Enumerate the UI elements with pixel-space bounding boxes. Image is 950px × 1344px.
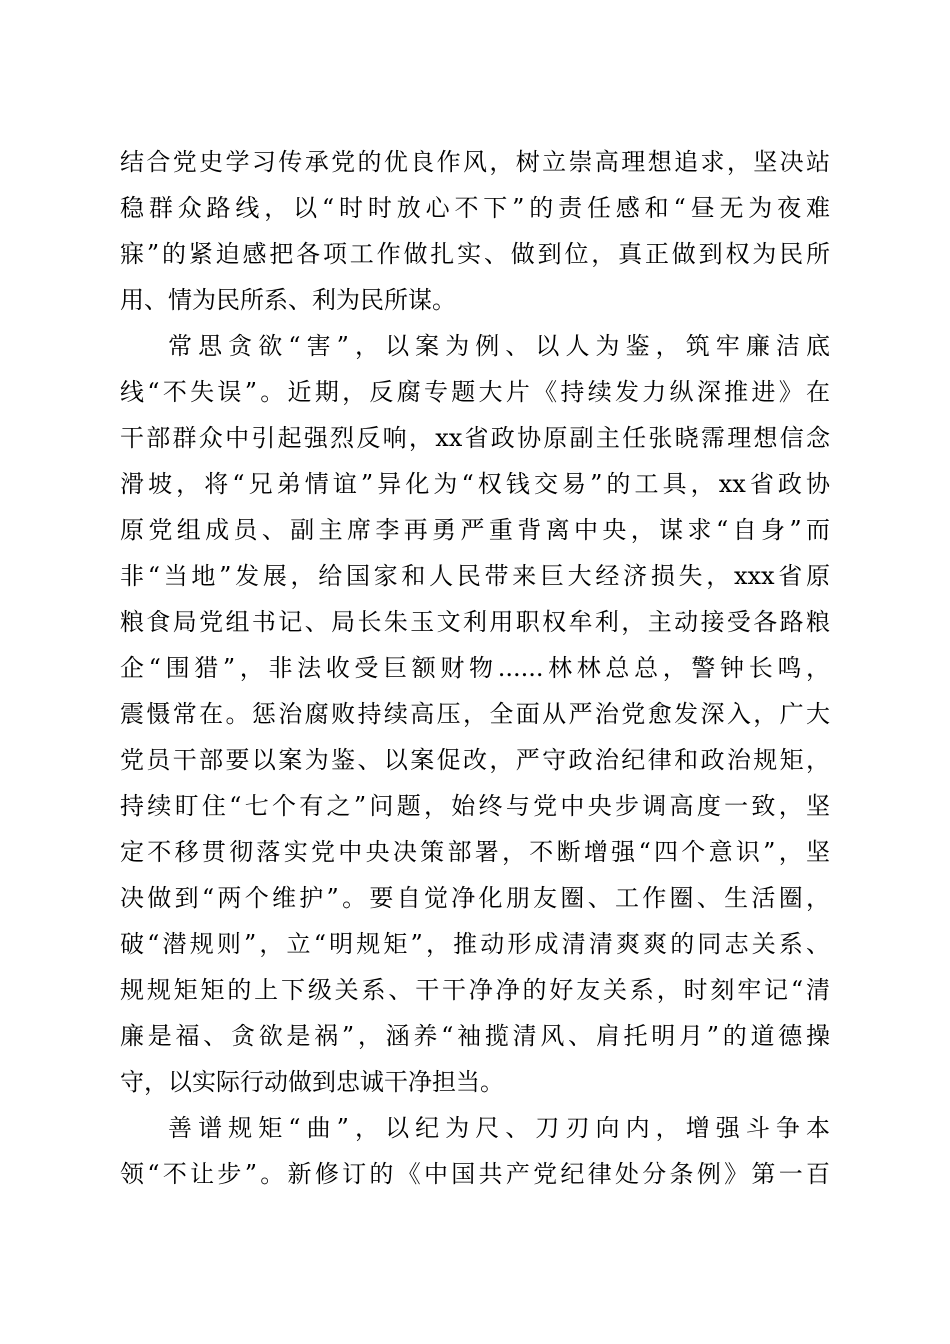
paragraph-line: 用、情为民所系、利为民所谋。 [120, 286, 456, 314]
paragraph-line: 规规矩矩的上下级关系、干干净净的好友关系，时刻牢记“清 [120, 976, 830, 1004]
paragraph-line: 党员干部要以案为鉴、以案促改，严守政治纪律和政治规矩， [120, 746, 830, 774]
paragraph-line: 领“不让步”。新修订的《中国共产党纪律处分条例》第一百 [120, 1160, 830, 1188]
paragraph-line: 破“潜规则”，立“明规矩”，推动形成清清爽爽的同志关系、 [120, 930, 830, 958]
paragraph-line: 廉是福、贪欲是祸”，涵养“袖揽清风、肩托明月”的道德操 [120, 1022, 830, 1050]
paragraph-line: 稳群众路线，以“时时放心不下”的责任感和“昼无为夜难 [120, 194, 830, 222]
paragraph-line: 原党组成员、副主席李再勇严重背离中央，谋求“自身”而 [120, 516, 830, 544]
paragraph-line: 震慑常在。惩治腐败持续高压，全面从严治党愈发深入，广大 [120, 700, 830, 728]
paragraph-line: 守，以实际行动做到忠诚干净担当。 [120, 1068, 504, 1096]
paragraph-line: 企“围猎”，非法收受巨额财物......林林总总，警钟长鸣， [120, 654, 830, 682]
paragraph-line: 决做到“两个维护”。要自觉净化朋友圈、工作圈、生活圈， [120, 884, 830, 912]
paragraph-line: 非“当地”发展，给国家和人民带来巨大经济损失，xxx省原 [120, 562, 830, 590]
paragraph-line: 结合党史学习传承党的优良作风，树立崇高理想追求，坚决站 [120, 148, 830, 176]
paragraph-line: 定不移贯彻落实党中央决策部署，不断增强“四个意识”，坚 [120, 838, 830, 866]
paragraph-line: 干部群众中引起强烈反响，xx省政协原副主任张晓霈理想信念 [120, 424, 830, 452]
paragraph-line: 粮食局党组书记、局长朱玉文利用职权牟利，主动接受各路粮 [120, 608, 830, 636]
paragraph-line: 滑坡，将“兄弟情谊”异化为“权钱交易”的工具，xx省政协 [120, 470, 830, 498]
paragraph-line: 善谱规矩“曲”，以纪为尺、刀刃向内，增强斗争本 [168, 1114, 830, 1142]
paragraph-line: 线“不失误”。近期，反腐专题大片《持续发力纵深推进》在 [120, 378, 830, 406]
paragraph-line: 持续盯住“七个有之”问题，始终与党中央步调高度一致，坚 [120, 792, 830, 820]
paragraph-line: 寐”的紧迫感把各项工作做扎实、做到位，真正做到权为民所 [120, 240, 830, 268]
paragraph-line: 常思贪欲“害”，以案为例、以人为鉴，筑牢廉洁底 [168, 332, 830, 360]
